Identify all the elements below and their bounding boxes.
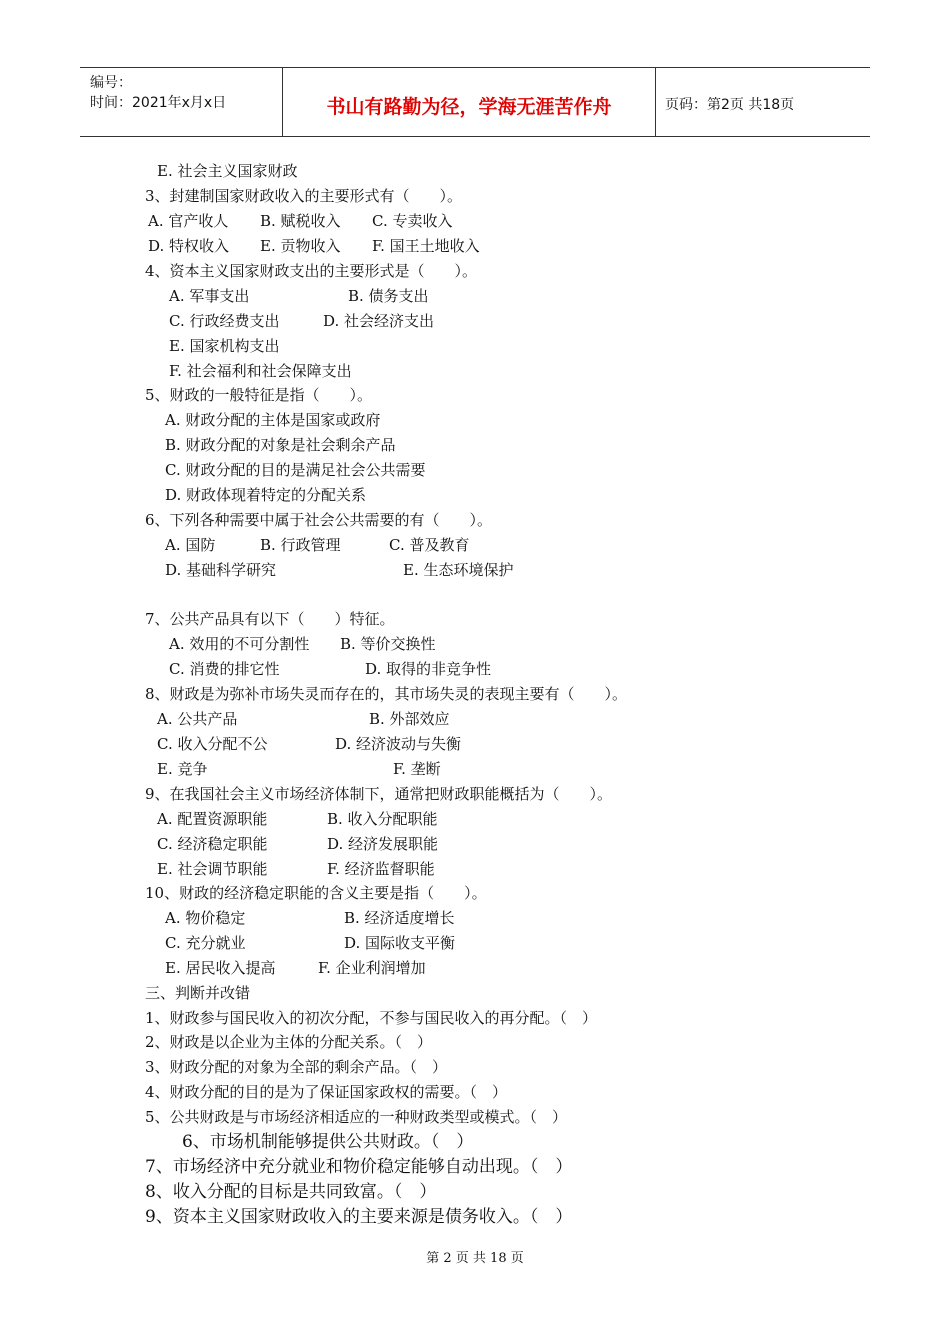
option-line: B. 财政分配的对象是社会剩余产品	[165, 436, 396, 454]
option-line: E. 竞争	[157, 760, 208, 778]
option-line: A. 财政分配的主体是国家或政府	[165, 411, 381, 429]
option-line: F. 企业利润增加	[318, 959, 426, 977]
option-line: A. 国防	[165, 536, 216, 554]
question-line: 8、财政是为弥补市场失灵而存在的，其市场失灵的表现主要有（ ）。	[145, 685, 628, 703]
judgment-item: 5、公共财政是与市场经济相适应的一种财政类型或模式。（ ）	[145, 1108, 568, 1126]
option-line: F. 国王土地收入	[372, 237, 480, 255]
judgment-item: 9、资本主义国家财政收入的主要来源是债务收入。（ ）	[145, 1207, 573, 1227]
question-line: 7、公共产品具有以下（ ）特征。	[145, 610, 395, 628]
time-label: 时间：2021年x月x日	[90, 95, 227, 111]
question-line: 5、财政的一般特征是指（ ）。	[145, 386, 373, 404]
option-line: B. 等价交换性	[340, 635, 436, 653]
option-line: A. 官产收人	[148, 212, 229, 230]
option-line: D. 基础科学研究	[165, 561, 277, 579]
option-line: C. 消费的排它性	[169, 660, 280, 678]
option-line: F. 垄断	[393, 760, 441, 778]
page-footer: 第 2 页 共 18 页	[426, 1251, 524, 1266]
option-line: E. 居民收入提高	[165, 959, 276, 977]
judgment-item: 7、市场经济中充分就业和物价稳定能够自动出现。（ ）	[145, 1157, 573, 1177]
option-line: C. 行政经费支出	[169, 312, 280, 330]
option-line: E. 社会调节职能	[157, 860, 268, 878]
option-line: D. 特权收入	[148, 237, 230, 255]
header-divider	[655, 68, 656, 136]
option-line: A. 公共产品	[157, 710, 238, 728]
number-label: 编号：	[90, 75, 132, 91]
question-line: 10、财政的经济稳定职能的含义主要是指（ ）。	[145, 884, 487, 902]
option-line: D. 社会经济支出	[323, 312, 435, 330]
option-line: B. 赋税收入	[260, 212, 341, 230]
option-line: C. 普及教育	[389, 536, 470, 554]
option-line: B. 收入分配职能	[327, 810, 438, 828]
judgment-item: 1、财政参与国民收入的初次分配，不参与国民收入的再分配。（ ）	[145, 1009, 598, 1027]
question-line: 6、下列各种需要中属于社会公共需要的有（ ）。	[145, 511, 493, 529]
page-info: 页码：第2页 共18页	[665, 97, 795, 113]
option-line: C. 财政分配的目的是满足社会公共需要	[165, 461, 426, 479]
option-line: F. 社会福利和社会保障支出	[169, 362, 352, 380]
judgment-item: 2、财政是以企业为主体的分配关系。（ ）	[145, 1033, 433, 1051]
option-line: C. 专卖收入	[372, 212, 453, 230]
option-line: D. 国际收支平衡	[344, 934, 456, 952]
option-line: D. 经济发展职能	[327, 835, 439, 853]
option-line: C. 收入分配不公	[157, 735, 268, 753]
option-line: C. 经济稳定职能	[157, 835, 268, 853]
question-line: 4、资本主义国家财政支出的主要形式是（ ）。	[145, 262, 478, 280]
option-line: D. 取得的非竞争性	[365, 660, 492, 678]
option-line: A. 物价稳定	[165, 909, 246, 927]
option-line: E. 生态环境保护	[403, 561, 514, 579]
option-line: B. 经济适度增长	[344, 909, 455, 927]
option-line: B. 行政管理	[260, 536, 341, 554]
option-line: C. 充分就业	[165, 934, 246, 952]
judgment-item: 4、财政分配的目的是为了保证国家政权的需要。（ ）	[145, 1083, 508, 1101]
option-line: E. 社会主义国家财政	[157, 162, 298, 180]
option-line: E. 贡物收入	[260, 237, 341, 255]
judgment-item: 6、市场机制能够提供公共财政。（ ）	[182, 1132, 474, 1152]
option-line: B. 外部效应	[369, 710, 450, 728]
header-table	[80, 67, 870, 137]
option-line: D. 财政体现着特定的分配关系	[165, 486, 367, 504]
option-line: F. 经济监督职能	[327, 860, 435, 878]
question-line: 9、在我国社会主义市场经济体制下，通常把财政职能概括为（ ）。	[145, 785, 613, 803]
option-line: A. 配置资源职能	[157, 810, 268, 828]
judgment-item: 8、收入分配的目标是共同致富。（ ）	[145, 1182, 437, 1202]
option-line: D. 经济波动与失衡	[335, 735, 462, 753]
judgment-item: 3、财政分配的对象为全部的剩余产品。（ ）	[145, 1058, 448, 1076]
section-heading: 三、判断并改错	[145, 984, 251, 1002]
option-line: B. 债务支出	[348, 287, 429, 305]
motto-text: 书山有路勤为径，学海无涯苦作舟	[326, 96, 612, 118]
option-line: A. 效用的不可分割性	[169, 635, 310, 653]
question-line: 3、封建制国家财政收入的主要形式有（ ）。	[145, 187, 463, 205]
option-line: A. 军事支出	[169, 287, 250, 305]
option-line: E. 国家机构支出	[169, 337, 280, 355]
